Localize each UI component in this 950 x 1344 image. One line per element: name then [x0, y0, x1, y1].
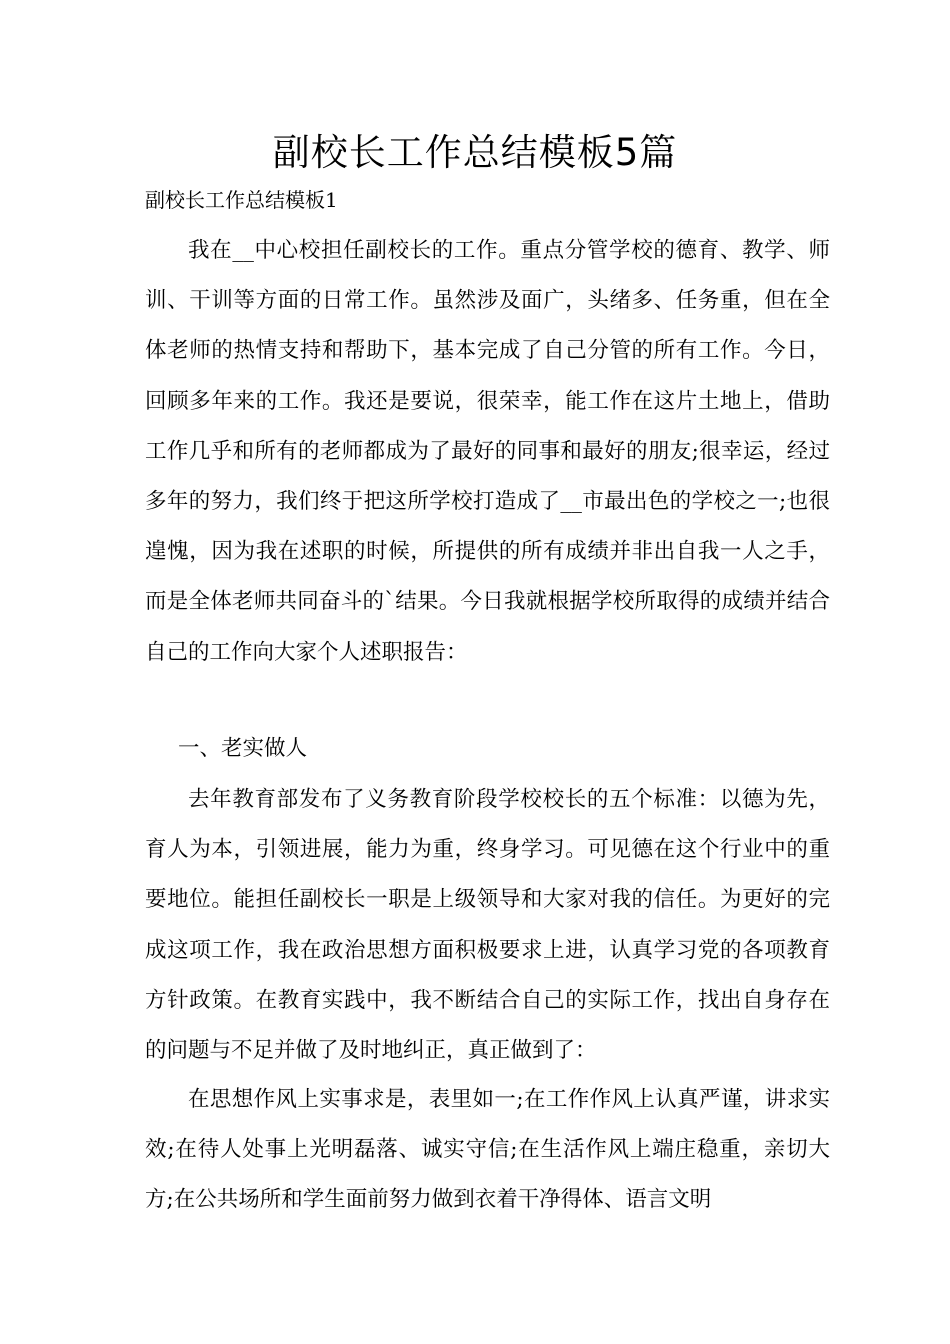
document-subtitle: 副校长工作总结模板1: [145, 188, 338, 212]
paragraph-intro: 我在__中心校担任副校长的工作。重点分管学校的德育、教学、师训、干训等方面的日常工作。虽然涉及面广，头绪多、任务重，但在全体老师的热情支持和帮助下，基本完成了自己分管的所有工作。今日，回顾多年来的工作。我还是要说，很荣幸，能工作在这片土地上，借助工作几乎和所有的老师都成为了最好的同事和最好的朋友;很幸运，经过多年的努力，我们终于把这所学校打造成了__市最出色的学校之一;也很遑愧，因为我在述职的时候，所提供的所有成绩并非出自我一人之手，而是全体老师共同奋斗的`结果。今日我就根据学校所取得的成绩并结合自己的工作向大家个人述职报告：: [145, 238, 830, 665]
section-heading-1: 一、老实做人: [178, 736, 308, 761]
document-title: 副校长工作总结模板5篇: [272, 131, 678, 174]
paragraph-section-1-continued: 在思想作风上实事求是，表里如一;在工作作风上认真严谨，讲求实效;在待人处事上光明磊落、诚实守信;在生活作风上端庄稳重，亲切大方;在公共场所和学生面前努力做到衣着干净得体、语言文明: [145, 1087, 830, 1213]
paragraph-section-1: 去年教育部发布了义务教育阶段学校校长的五个标准：以德为先，育人为本，引领进展，能力为重，终身学习。可见德在这个行业中的重要地位。能担任副校长一职是上级领导和大家对我的信任。为更好的完成这项工作，我在政治思想方面积极要求上进，认真学习党的各项教育方针政策。在教育实践中，我不断结合自己的实际工作，找出自身存在的问题与不足并做了及时地纠正，真正做到了：: [145, 787, 830, 1064]
